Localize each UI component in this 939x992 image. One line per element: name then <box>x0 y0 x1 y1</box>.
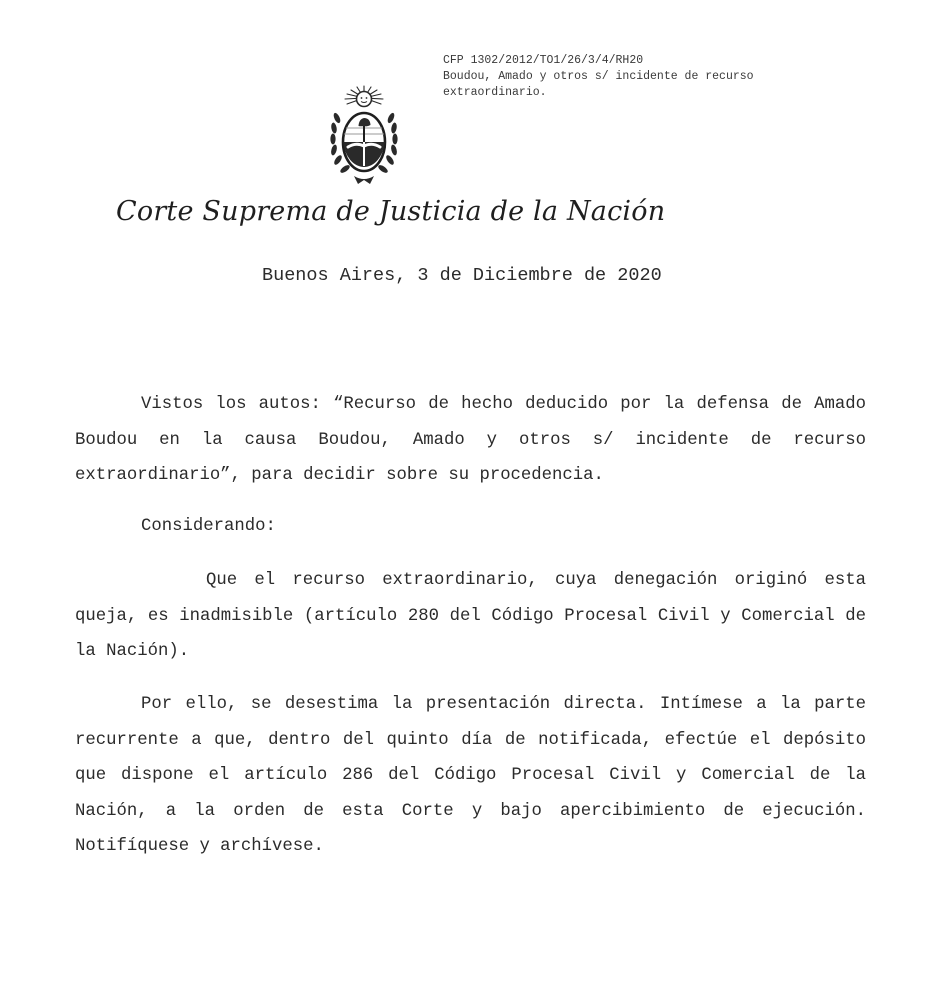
coat-of-arms-of-argentina-icon <box>326 84 402 188</box>
case-title-line-1: Boudou, Amado y otros s/ incidente de recurso <box>443 70 754 83</box>
court-name: Corte Suprema de Justicia de la Nación <box>116 196 666 227</box>
document-date: Buenos Aires, 3 de Diciembre de 2020 <box>262 265 662 286</box>
paragraph-considerando: Considerando: <box>141 517 276 537</box>
paragraph-vistos: Vistos los autos: “Recurso de hecho deducido por la defensa de Amado Boudou en la causa Boudou, Amado y otros s/ incidente de recurso extraordinario”, para decidir sobre su procedencia. <box>75 395 866 486</box>
paragraph-que: Que el recurso extraordinario, cuya denegación originó esta queja, es inadmisible (artículo 280 del Código Procesal Civil y Comercial de la Nación). <box>75 571 866 662</box>
case-title-line-2: extraordinario. <box>443 86 547 99</box>
paragraph-por-ello: Por ello, se desestima la presentación directa. Intímese a la parte recurrente a que, dentro del quinto día de notificada, efectúe el depósito que dispone el artículo 286 del Código Procesal Civil y Comercial de la Nación, a la orden de esta Corte y bajo apercibimiento de ejecución. Notifíquese y archívese. <box>75 695 866 857</box>
case-number: CFP 1302/2012/TO1/26/3/4/RH20 <box>443 54 644 67</box>
case-reference <box>443 53 903 101</box>
